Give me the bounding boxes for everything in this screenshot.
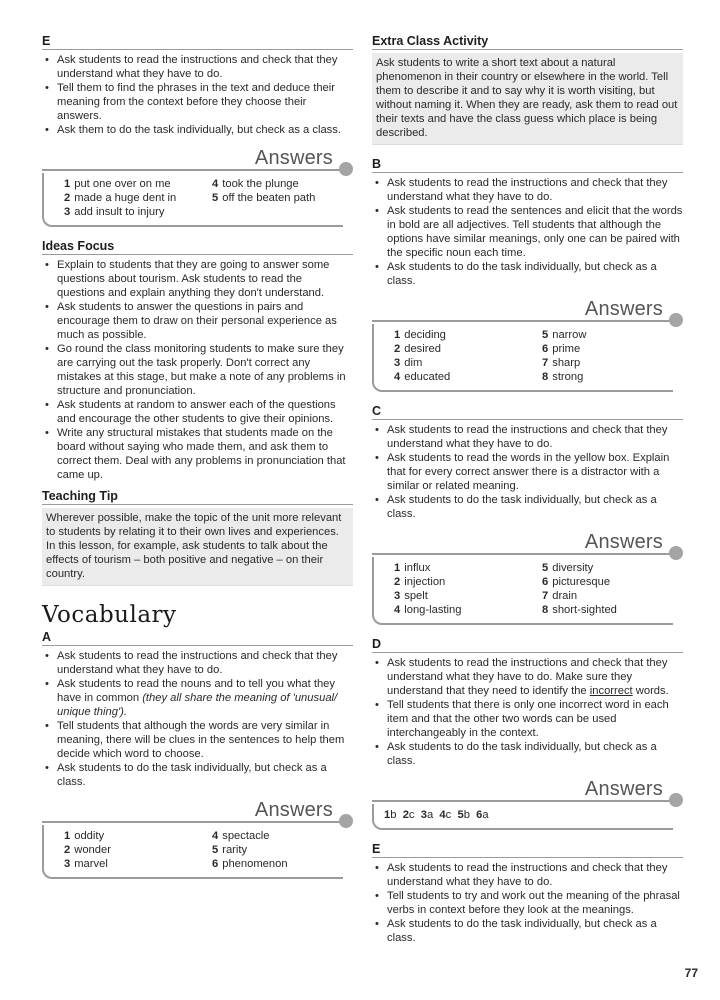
answer-item: 5 rarity — [212, 844, 248, 856]
bullet-item: • Ask students to read the words in the yellow box. Explain that for every correct answer there is a distractor with a similar or related meaning. — [387, 451, 683, 493]
answers-title: Answers — [584, 298, 663, 320]
answers-block — [42, 147, 353, 227]
answers-title: Answers — [254, 799, 333, 821]
bullet-item: • Ask students to read the instructions and check that they understand what they have to do. Make sure they understand that they need to identify the incorrect words. — [387, 656, 683, 698]
answers-title: Answers — [254, 147, 333, 169]
answers-dot-icon — [669, 313, 683, 327]
bullet-item: • Tell students that although the words are very similar in meaning, there will be clues in the sentences to help them decide which word to choose. — [57, 719, 353, 761]
answer-item: 6 prime — [542, 343, 581, 355]
answer-item: 4 long-lasting — [394, 604, 462, 616]
answer-item: 3 marvel — [64, 858, 108, 870]
bullet-item: • Ask students to do the task individually, but check as a class. — [387, 740, 683, 768]
answer-item: 4c — [439, 809, 452, 821]
answers-rule — [42, 821, 343, 823]
teaching-tip-box: Wherever possible, make the topic of the unit more relevant to students by relating it to their own lives and experiences. In this lesson, for example, ask students to talk about the effects of tourism – both positive and negative – on their country. — [42, 508, 353, 586]
section-teaching-tip — [42, 489, 353, 586]
answers-dot-icon — [339, 162, 353, 176]
bullet-item: • Ask students to read the nouns and to tell you what they have in common (they all share the meaning of 'unusual/ unique thing'). — [57, 677, 353, 719]
section-heading: Extra Class Activity — [372, 34, 683, 50]
section-c — [372, 404, 683, 625]
bullet-item: • Ask students to do the task individually, but check as a class. — [387, 260, 683, 288]
extra-activity-box: Ask students to write a short text about a natural phenomenon in their country or elsewhere in the world. Tell them to describe it and to say why it is worth visiting, but without naming it. When they are ready, ask them to read out their texts and have the class guess which place is being described. — [372, 53, 683, 145]
answer-item: 1b — [384, 809, 397, 821]
answers-box — [42, 173, 343, 227]
section-heading: C — [372, 404, 683, 420]
section-e-left — [42, 34, 353, 227]
answers-dot-icon — [669, 793, 683, 807]
bullet-item: • Ask students to do the task individually, but check as a class. — [387, 917, 683, 945]
bullet-list — [42, 649, 353, 789]
answer-item: 1 put one over on me — [64, 178, 171, 190]
answer-item: 2 wonder — [64, 844, 111, 856]
bullet-list — [372, 176, 683, 288]
answers-box — [372, 557, 673, 625]
bullet-item: • Ask students to read the instructions and check that they understand what they have to do. — [387, 861, 683, 889]
bullet-item: • Ask students to do the task individually, but check as a class. — [57, 761, 353, 789]
bullet-item: • Go round the class monitoring students to make sure they are carrying out the task properly. Don't correct any mistakes at this stage, but make a note of any problems in structure and pronunciation. — [57, 342, 353, 398]
left-column — [42, 34, 353, 879]
answer-item: 2 injection — [394, 576, 446, 588]
answers-block — [372, 778, 683, 830]
section-b — [372, 157, 683, 392]
bullet-item: • Ask students to read the instructions and check that they understand what they have to do. — [57, 649, 353, 677]
bullet-item: • Tell students to try and work out the meaning of the phrasal verbs in context before they look at the meanings. — [387, 889, 683, 917]
section-heading: B — [372, 157, 683, 173]
section-d — [372, 637, 683, 830]
section-extra-class-activity — [372, 34, 683, 145]
answer-item: 3 add insult to injury — [64, 206, 165, 218]
page-title-vocabulary: Vocabulary — [42, 602, 177, 628]
answers-box — [42, 825, 343, 879]
answers-block — [372, 531, 683, 625]
answer-item: 5 off the beaten path — [212, 192, 316, 204]
answer-item: 3 dim — [394, 357, 423, 369]
bullet-item: • Write any structural mistakes that students made on the board without saying who made them, and ask them to correct them. Deal with any problems in pronunciation that came up. — [57, 426, 353, 482]
answer-item: 4 educated — [394, 371, 451, 383]
answers-block — [372, 298, 683, 392]
section-heading: D — [372, 637, 683, 653]
answer-item: 8 strong — [542, 371, 584, 383]
answer-item: 1 deciding — [394, 329, 446, 341]
answer-item: 8 short-sighted — [542, 604, 617, 616]
answer-item: 1 oddity — [64, 830, 105, 842]
section-heading: A — [42, 630, 353, 646]
answer-item: 7 drain — [542, 590, 578, 602]
bullet-item: • Explain to students that they are going to answer some questions about tourism. Ask students to read the questions and explain anything they don't understand. — [57, 258, 353, 300]
answer-item: 7 sharp — [542, 357, 581, 369]
answer-item: 5b — [457, 809, 470, 821]
answers-title: Answers — [584, 778, 663, 800]
bullet-item: • Ask students to read the instructions and check that they understand what they have to do. — [57, 53, 353, 81]
answer-item: 4 took the plunge — [212, 178, 299, 190]
bullet-item: • Ask them to do the task individually, but check as a class. — [57, 123, 353, 137]
bullet-item: • Ask students to answer the questions in pairs and encourage them to draw on their personal experience as much as possible. — [57, 300, 353, 342]
section-ideas-focus — [42, 239, 353, 482]
answer-item: 6a — [476, 809, 489, 821]
section-a — [42, 630, 353, 879]
answer-item: 2 desired — [394, 343, 441, 355]
bullet-list — [42, 53, 353, 137]
right-column — [372, 34, 683, 945]
answer-item: 6 phenomenon — [212, 858, 288, 870]
answers-rule — [372, 553, 673, 555]
bullet-item: • Tell students that there is only one incorrect word in each item and that the other two words can be used interchangeably in the context. — [387, 698, 683, 740]
bullet-item: • Ask students to read the instructions and check that they understand what they have to do. — [387, 176, 683, 204]
answer-item: 1 influx — [394, 562, 431, 574]
answer-item: 5 diversity — [542, 562, 594, 574]
bullet-list — [372, 656, 683, 768]
bullet-item: • Ask students at random to answer each of the questions and encourage the other students to give their opinions. — [57, 398, 353, 426]
bullet-list — [372, 861, 683, 945]
bullet-list — [42, 258, 353, 482]
answer-item: 5 narrow — [542, 329, 587, 341]
answers-block — [42, 799, 353, 879]
bullet-list — [372, 423, 683, 521]
answer-item: 2 made a huge dent in — [64, 192, 177, 204]
page-number: 77 — [684, 966, 698, 980]
answers-rule — [372, 800, 673, 802]
answer-item: 6 picturesque — [542, 576, 611, 588]
answers-dot-icon — [669, 546, 683, 560]
answers-title: Answers — [584, 531, 663, 553]
answers-box — [372, 324, 673, 392]
answers-dot-icon — [339, 814, 353, 828]
answers-rule — [372, 320, 673, 322]
section-heading: Ideas Focus — [42, 239, 353, 255]
answer-item: 2c — [402, 809, 415, 821]
bullet-item: • Tell them to find the phrases in the text and deduce their meaning from the context before they choose their answers. — [57, 81, 353, 123]
bullet-item: • Ask students to read the sentences and elicit that the words in bold are all adjectives. Tell students that although the options have similar meanings, only one can be paired with the specific noun each time. — [387, 204, 683, 260]
section-heading: E — [42, 34, 353, 50]
bullet-item: • Ask students to do the task individually, but check as a class. — [387, 493, 683, 521]
answers-box — [372, 804, 673, 830]
answer-item: 3 spelt — [394, 590, 428, 602]
answer-item: 3a — [420, 809, 434, 821]
answer-item: 4 spectacle — [212, 830, 270, 842]
section-e-right — [372, 842, 683, 945]
bullet-item: • Ask students to read the instructions and check that they understand what they have to do. — [387, 423, 683, 451]
section-heading: E — [372, 842, 683, 858]
section-heading: Teaching Tip — [42, 489, 353, 505]
answers-rule — [42, 169, 343, 171]
